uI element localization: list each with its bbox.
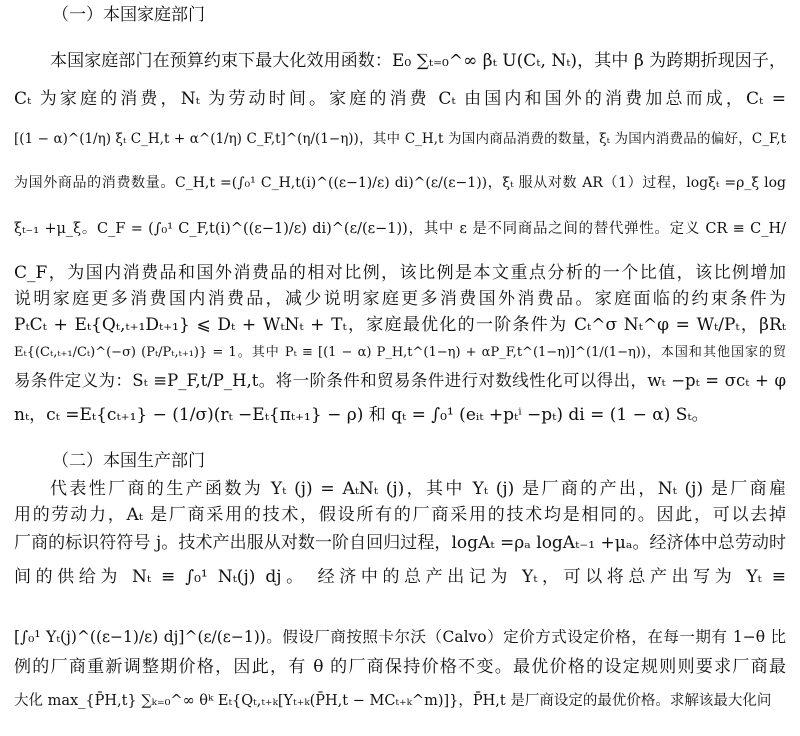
paragraph-line: 用的劳动力，Aₜ 是厂商采用的技术，假设所有的厂商采用的技术均是相同的。因此，可以去掉 bbox=[14, 505, 786, 525]
section-heading-household: （一）本国家庭部门 bbox=[52, 5, 205, 25]
paragraph-line: 为国外商品的消费数量。C_H,t =(∫₀¹ C_H,t(i)^((ε−1)/ε) di)^(ε/(ε−1))，ξₜ 服从对数 AR（1）过程，logξₜ =ρ_ξ log bbox=[14, 175, 786, 191]
paragraph-line: C_F，为国内消费品和国外消费品的相对比例，该比例是本文重点分析的一个比值，该比例增加 bbox=[14, 263, 786, 283]
paragraph-line: 大化 max_{P̄H,t} ∑ₖ₌₀^∞ θᵏ Eₜ{Qₜ,ₜ₊ₖ[Yₜ₊ₖ(P̄H,t − MCₜ₊ₖ^m)]}，P̄H,t 是厂商设定的最优价格。求解该最大化问 bbox=[14, 693, 772, 709]
section-heading-production: （二）本国生产部门 bbox=[52, 451, 205, 471]
paragraph-line: 间的供给为 Nₜ ≡ ∫₀¹ Nₜ(j) dj。 经济中的总产出记为 Yₜ，可以将总产出写为 Yₜ ≡ bbox=[14, 567, 786, 587]
paragraph-line: Eₜ{(Cₜ,ₜ₊₁/Cₜ)^(−σ) (Pₜ/Pₜ,ₜ₊₁)} = 1。其中 Pₜ ≡ [(1 − α) P_H,t^(1−η) + αP_F,t^(1−η)]^(1/(1−η))，本国和其他国家的贸 bbox=[14, 345, 786, 360]
paragraph-line: ξₜ₋₁ +μ_ξ。C_F = (∫₀¹ C_F,t(i)^((ε−1)/ε) di)^(ε/(ε−1))，其中 ε 是不同商品之间的替代弹性。定义 CR ≡ C_H/ bbox=[14, 221, 786, 237]
paragraph-line: Cₜ 为家庭的消费，Nₜ 为劳动时间。家庭的消费 Cₜ 由国内和国外的消费加总而成，Cₜ = bbox=[14, 89, 786, 109]
paragraph-line: PₜCₜ + Eₜ{Qₜ,ₜ₊₁Dₜ₊₁} ⩽ Dₜ + WₜNₜ + Tₜ，家庭最优化的一阶条件为 Cₜ^σ Nₜ^φ = Wₜ/Pₜ，βRₜ bbox=[14, 315, 786, 335]
paragraph-line: 厂商的标识符符号 j。技术产出服从对数一阶自回归过程，logAₜ =ρₐ logAₜ₋₁ +μₐ。经济体中总劳动时 bbox=[14, 533, 786, 553]
paragraph-line: [(1 − α)^(1/η) ξₜ C_H,t + α^(1/η) C_F,t]^(η/(1−η))，其中 C_H,t 为国内商品消费的数量，ξₜ 为国内消费品的偏好，C_F,t bbox=[14, 131, 786, 147]
paragraph-line: [∫₀¹ Yₜ(j)^((ε−1)/ε) dj]^(ε/(ε−1))。假设厂商按照卡尔沃（Calvo）定价方式设定价格，在每一期有 1−θ 比 bbox=[14, 628, 786, 646]
paragraph-line: 说明家庭更多消费国内消费品，减少说明家庭更多消费国外消费品。家庭面临的约束条件为 bbox=[14, 289, 786, 309]
paragraph-line: 本国家庭部门在预算约束下最大化效用函数：E₀ ∑ₜ₌₀^∞ βₜ U(Cₜ, Nₜ)，其中 β 为跨期折现因子， bbox=[50, 51, 786, 71]
paragraph-line: nₜ，cₜ =Eₜ{cₜ₊₁} − (1/σ)(rₜ −Eₜ{πₜ₊₁} − ρ) 和 qₜ = ∫₀¹ (eᵢₜ +pₜⁱ −pₜ) di = (1 − α) Sₜ。 bbox=[14, 405, 709, 425]
paragraph-line: 代表性厂商的生产函数为 Yₜ (j) = AₜNₜ (j)，其中 Yₜ (j) 是厂商的产出，Nₜ (j) 是厂商雇 bbox=[50, 479, 786, 499]
paragraph-line: 例的厂商重新调整期价格，因此，有 θ 的厂商保持价格不变。最优价格的设定规则则要求厂商最 bbox=[14, 657, 786, 677]
paragraph-line: 易条件定义为：Sₜ ≡P_F,t/P_H,t。将一阶条件和贸易条件进行对数线性化可以得出，wₜ −pₜ = σcₜ + φ bbox=[14, 371, 786, 390]
